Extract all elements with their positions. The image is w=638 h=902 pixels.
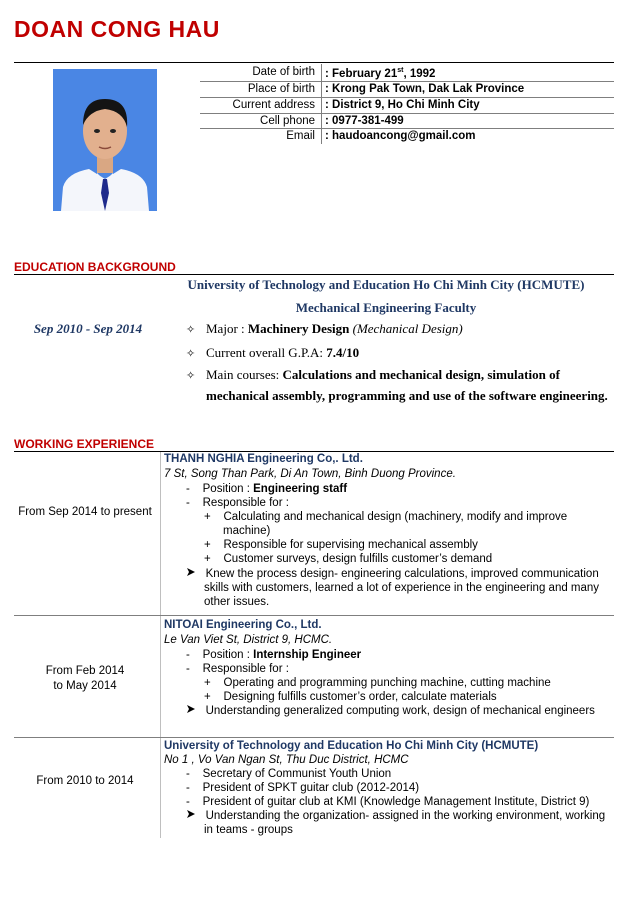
profile-photo — [53, 69, 157, 211]
info-value — [322, 64, 615, 82]
info-label: Place of birth — [200, 82, 322, 98]
resp-label-text: Responsible for : — [202, 497, 289, 509]
resp-text: Operating and programming punching machine, cutting machine — [223, 677, 551, 689]
job-company: THANH NGHIA Engineering Co,. Ltd. — [164, 453, 363, 465]
position-label: Position : — [202, 649, 254, 661]
job-resp-label: - Responsible for : — [186, 497, 289, 509]
major-value: Machinery Design — [247, 321, 350, 336]
info-row-dob — [200, 64, 614, 82]
major-label: Major : — [206, 321, 248, 336]
job-divider — [14, 615, 614, 616]
job-resp-item: + Responsible for supervising mechanical assembly — [204, 539, 478, 551]
major-note: (Mechanical Design) — [349, 321, 463, 336]
info-value: : 0977-381-499 — [322, 113, 615, 129]
info-value: : District 9, Ho Chi Minh City — [322, 98, 615, 114]
info-row-pob — [200, 82, 614, 98]
info-label: Cell phone — [200, 113, 322, 129]
job-company: NITOAI Engineering Co., Ltd. — [164, 619, 322, 631]
activity-text: President of SPKT guitar club (2012-2014) — [202, 782, 420, 794]
job-address: 7 St, Song Than Park, Di An Town, Binh Duong Province. — [164, 468, 456, 480]
education-courses-cont — [206, 388, 608, 404]
gpa-label: Current overall G.P.A: — [206, 345, 327, 360]
job-resp-item: + Operating and programming punching machine, cutting machine — [204, 677, 551, 689]
job-summary-cont: other issues. — [204, 596, 270, 608]
job-resp-item: + Customer surveys, design fulfills customer’s demand — [204, 553, 493, 565]
dob-year: , 1992 — [403, 67, 436, 80]
job-position: - Position : Internship Engineer — [186, 649, 362, 661]
job-summary — [186, 809, 605, 824]
info-value: : Krong Pak Town, Dak Lak Province — [322, 82, 615, 98]
header-divider — [14, 62, 614, 63]
education-courses — [186, 367, 560, 383]
applicant-name: DOAN CONG HAU — [14, 16, 220, 42]
position-label: Position : — [202, 483, 254, 495]
activity-item: - President of guitar club at KMI (Knowledge Management Institute, District 9) — [186, 796, 590, 808]
job-period: From 2010 to 2014 — [36, 775, 134, 787]
job-address: No 1 , Vo Van Ngan St, Thu Duc District, HCMC — [164, 754, 409, 766]
activity-item: - Secretary of Communist Youth Union — [186, 768, 392, 780]
column-separator — [160, 738, 161, 838]
summary-text: Understanding the organization- assigned in the working environment, working — [205, 810, 606, 822]
work-section-title: WORKING EXPERIENCE — [14, 437, 155, 451]
job-address: Le Van Viet St, District 9, HCMC. — [164, 634, 333, 646]
arrow-bullet-icon — [186, 809, 196, 819]
education-major — [186, 321, 463, 337]
arrow-bullet-icon — [186, 704, 196, 714]
person-portrait-icon — [53, 69, 157, 211]
resp-text: Customer surveys, design fulfills customer’s demand — [223, 553, 493, 565]
activity-text: President of guitar club at KMI (Knowledge Management Institute, District 9) — [202, 796, 590, 808]
column-separator — [160, 616, 161, 738]
summary-text: Understanding generalized computing work, design of mechanical engineers — [205, 705, 595, 717]
resp-text: Responsible for supervising mechanical assembly — [223, 539, 478, 551]
info-value[interactable]: : haudoancong@gmail.com — [325, 130, 476, 143]
job-summary — [186, 567, 599, 582]
info-label: Email — [200, 129, 322, 144]
resp-label-text: Responsible for : — [202, 663, 289, 675]
activity-text: Secretary of Communist Youth Union — [202, 768, 392, 780]
info-label: Date of birth — [200, 64, 322, 82]
job-period: From Feb 2014 — [45, 665, 125, 677]
education-gpa — [186, 345, 359, 361]
job-summary — [186, 704, 595, 719]
personal-info-table — [200, 64, 614, 144]
education-university: University of Technology and Education Ho Chi Minh City (HCMUTE) — [187, 277, 585, 292]
resp-text: Designing fulfills customer’s order, calculate materials — [223, 691, 497, 703]
info-row-phone — [200, 113, 614, 129]
education-faculty: Mechanical Engineering Faculty — [295, 300, 477, 315]
courses-label: Main courses: — [206, 367, 283, 382]
info-label: Current address — [200, 98, 322, 114]
courses-value: Calculations and mechanical design, simulation of — [282, 367, 560, 382]
job-resp-item-cont: machine) — [223, 525, 271, 537]
education-period: Sep 2010 - Sep 2014 — [33, 321, 143, 336]
diamond-bullet-icon: ✧ — [186, 348, 196, 360]
column-separator — [160, 452, 161, 616]
info-row-address — [200, 98, 614, 114]
gpa-value: 7.4/10 — [326, 345, 360, 360]
education-section-title: EDUCATION BACKGROUND — [14, 260, 176, 274]
diamond-bullet-icon: ✧ — [186, 370, 196, 382]
job-company: University of Technology and Education Ho Chi Minh City (HCMUTE) — [164, 740, 539, 752]
job-divider — [14, 737, 614, 738]
dob-suffix: st — [397, 67, 404, 74]
education-divider — [14, 274, 614, 275]
courses-value-cont: mechanical assembly, programming and use of the software engineering. — [206, 388, 608, 403]
job-summary-cont: skills with customers, learned a lot of experience in the engineering and many — [204, 582, 600, 594]
summary-text: Knew the process design- engineering calculations, improved communication — [205, 568, 599, 580]
info-row-email — [200, 129, 614, 144]
arrow-bullet-icon — [186, 567, 196, 577]
activity-item: - President of SPKT guitar club (2012-2014) — [186, 782, 420, 794]
job-resp-label: - Responsible for : — [186, 663, 289, 675]
job-period: From Sep 2014 to present — [18, 506, 152, 518]
diamond-bullet-icon: ✧ — [186, 324, 196, 336]
job-period-cont: to May 2014 — [53, 680, 117, 692]
job-resp-item: + Designing fulfills customer’s order, calculate materials — [204, 691, 497, 703]
job-resp-item: + Calculating and mechanical design (machinery, modify and improve — [204, 511, 568, 523]
position-value: Engineering staff — [253, 483, 348, 495]
job-summary-cont: in teams - groups — [204, 824, 293, 836]
dob-value: : February 21 — [325, 67, 398, 80]
resp-text: Calculating and mechanical design (machinery, modify and improve — [223, 511, 568, 523]
position-value: Internship Engineer — [253, 649, 362, 661]
job-position: - Position : Engineering staff — [186, 483, 348, 495]
